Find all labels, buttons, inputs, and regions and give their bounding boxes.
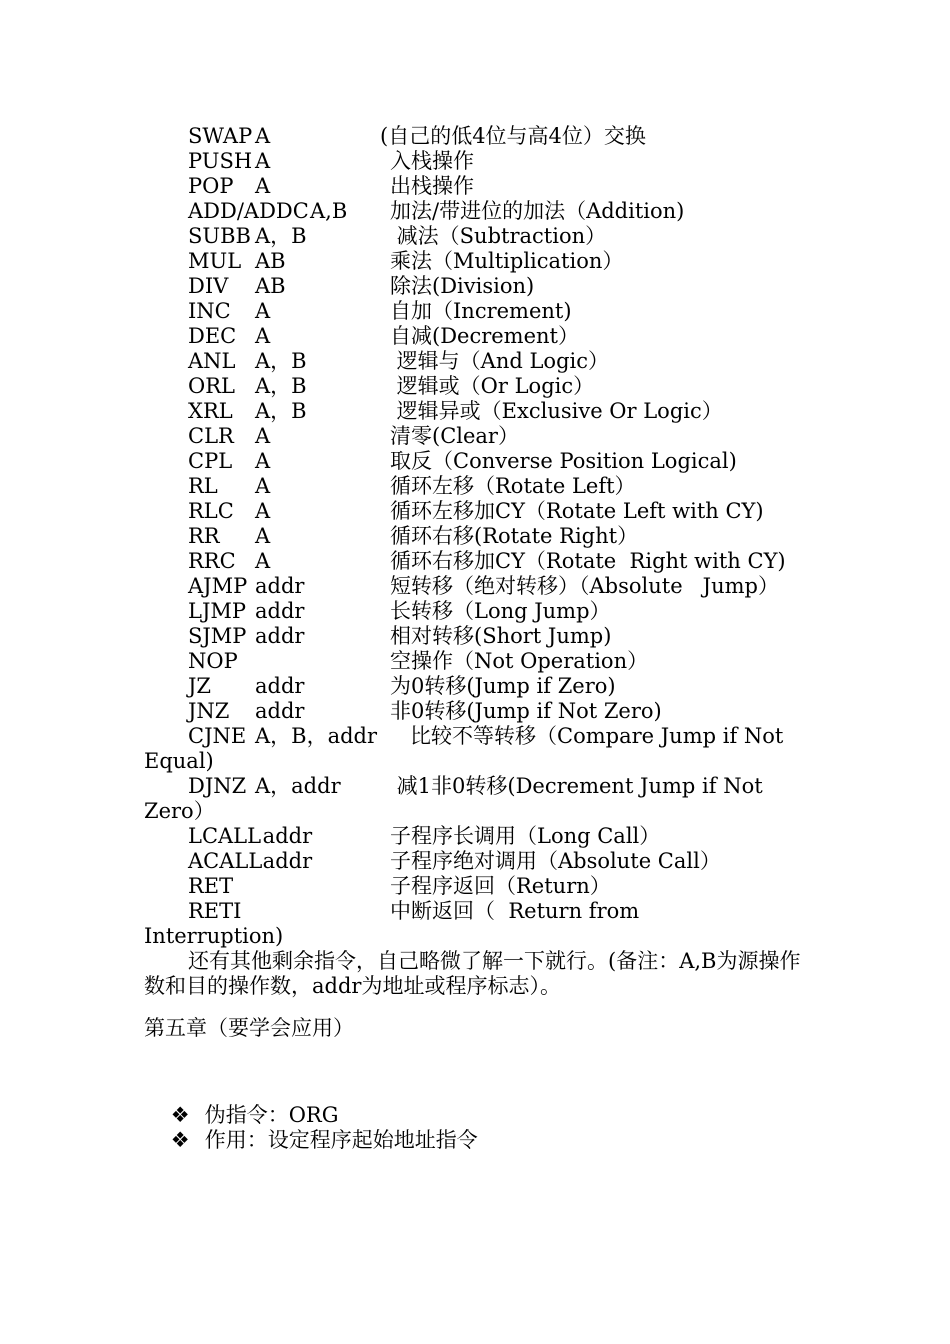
operands: A，B [255,224,307,248]
description: 自加（Increment) [390,299,572,323]
opcode: ANL [188,349,236,373]
operands: A [255,449,271,473]
operands: A [255,149,271,173]
description-continuation: Equal) [144,749,214,773]
description: 除法(Division) [390,274,535,298]
opcode: XRL [188,399,233,423]
description: 相对转移(Short Jump) [390,624,612,648]
description: 自减(Decrement） [390,324,579,348]
description: 循环右移加CY（Rotate Right with CY) [390,549,786,573]
opcode: JZ [188,674,212,698]
description: 长转移（Long Jump） [390,599,611,623]
opcode: RL [188,474,218,498]
description: 短转移（绝对转移）（Absolute Jump） [390,574,779,598]
description: 逻辑与（And Logic） [390,349,609,373]
description: 逻辑或（Or Logic） [390,374,595,398]
operands: addr [256,849,313,873]
diamond-bullet-icon: ❖ [170,1128,190,1152]
description: 清零(Clear） [390,424,519,448]
opcode: SJMP [188,624,247,648]
description: 入栈操作 [390,149,474,173]
operands: A [255,124,271,148]
opcode: ORL [188,374,235,398]
operands: A [255,324,271,348]
opcode: LCALL [188,824,262,848]
description-continuation: Zero） [144,799,215,823]
description: 循环右移(Rotate Right） [390,524,639,548]
opcode: RLC [188,499,234,523]
note-text: 还有其他剩余指令，自己略微了解一下就行。(备注：A,B为源操作数和目的操作数，addr为地址或程序标志）。 [144,949,801,998]
operands: A [255,299,271,323]
description: 空操作（Not Operation） [390,649,649,673]
description: 逻辑异或（Exclusive Or Logic） [390,399,723,423]
operands: addr [255,699,305,723]
note-paragraph [144,949,804,999]
operands: A，addr [255,774,341,798]
opcode: CLR [188,424,234,448]
operands: A [255,174,271,198]
bullet-text: 伪指令：ORG [204,1103,339,1127]
opcode: PUSH [188,149,253,173]
opcode: INC [188,299,231,323]
description: 比较不等转移（Compare Jump if Not [390,724,784,748]
description: (自己的低4位与高4位）交换 [380,124,646,148]
operands: A，B [255,399,307,423]
opcode: LJMP [188,599,246,623]
operands: A [255,424,271,448]
opcode: RRC [188,549,236,573]
description: 减法（Subtraction） [390,224,607,248]
operands: addr [255,599,305,623]
operands: addr [255,624,305,648]
opcode: JNZ [188,699,230,723]
operands: A，B [255,349,307,373]
diamond-bullet-icon: ❖ [170,1103,190,1127]
operands: A [255,474,271,498]
description: 循环左移加CY（Rotate Left with CY) [390,499,764,523]
description: 乘法（Multiplication） [390,249,624,273]
description: 子程序返回（Return） [390,874,611,898]
opcode: ACALL [188,849,263,873]
opcode: MUL [188,249,242,273]
operands: AB [255,249,286,273]
description: 减1非0转移(Decrement Jump if Not [390,774,763,798]
operands: A [255,524,271,548]
description: 非0转移(Jump if Not Zero) [390,699,662,723]
description: 子程序绝对调用（Absolute Call） [390,849,721,873]
bullet-item [144,1103,478,1178]
operands: addr [255,674,305,698]
operands: A [255,499,271,523]
description: 取反（Converse Position Logical) [390,449,737,473]
description: 出栈操作 [390,174,474,198]
bullet-text: 作用：设定程序起始地址指令 [204,1128,478,1152]
operands: AB [255,274,286,298]
operands: A,B [310,199,348,223]
opcode: DEC [188,324,237,348]
operands: A，B [255,374,307,398]
description-continuation: Interruption) [144,924,284,948]
description: 加法/带进位的加法（Addition) [390,199,685,223]
description: 为0转移(Jump if Zero) [390,674,616,698]
opcode: SUBB [188,224,251,248]
description: 循环左移（Rotate Left） [390,474,636,498]
operands: A [255,549,271,573]
opcode: CJNE [188,724,247,748]
chapter-heading: 第五章（要学会应用） [144,1016,354,1040]
opcode: RETI [188,899,242,923]
description: 中断返回（ Return from [390,899,640,923]
opcode: POP [188,174,234,198]
opcode: SWAP [188,124,253,148]
operands: addr [256,824,313,848]
opcode: DIV [188,274,229,298]
opcode: RR [188,524,220,548]
opcode: RET [188,874,234,898]
opcode: DJNZ [188,774,247,798]
opcode: NOP [188,649,238,673]
opcode: AJMP [188,574,248,598]
operands: addr [255,574,305,598]
opcode: ADD/ADDC [188,199,309,223]
operands: A，B，addr [255,724,378,748]
description: 子程序长调用（Long Call） [390,824,661,848]
opcode: CPL [188,449,233,473]
